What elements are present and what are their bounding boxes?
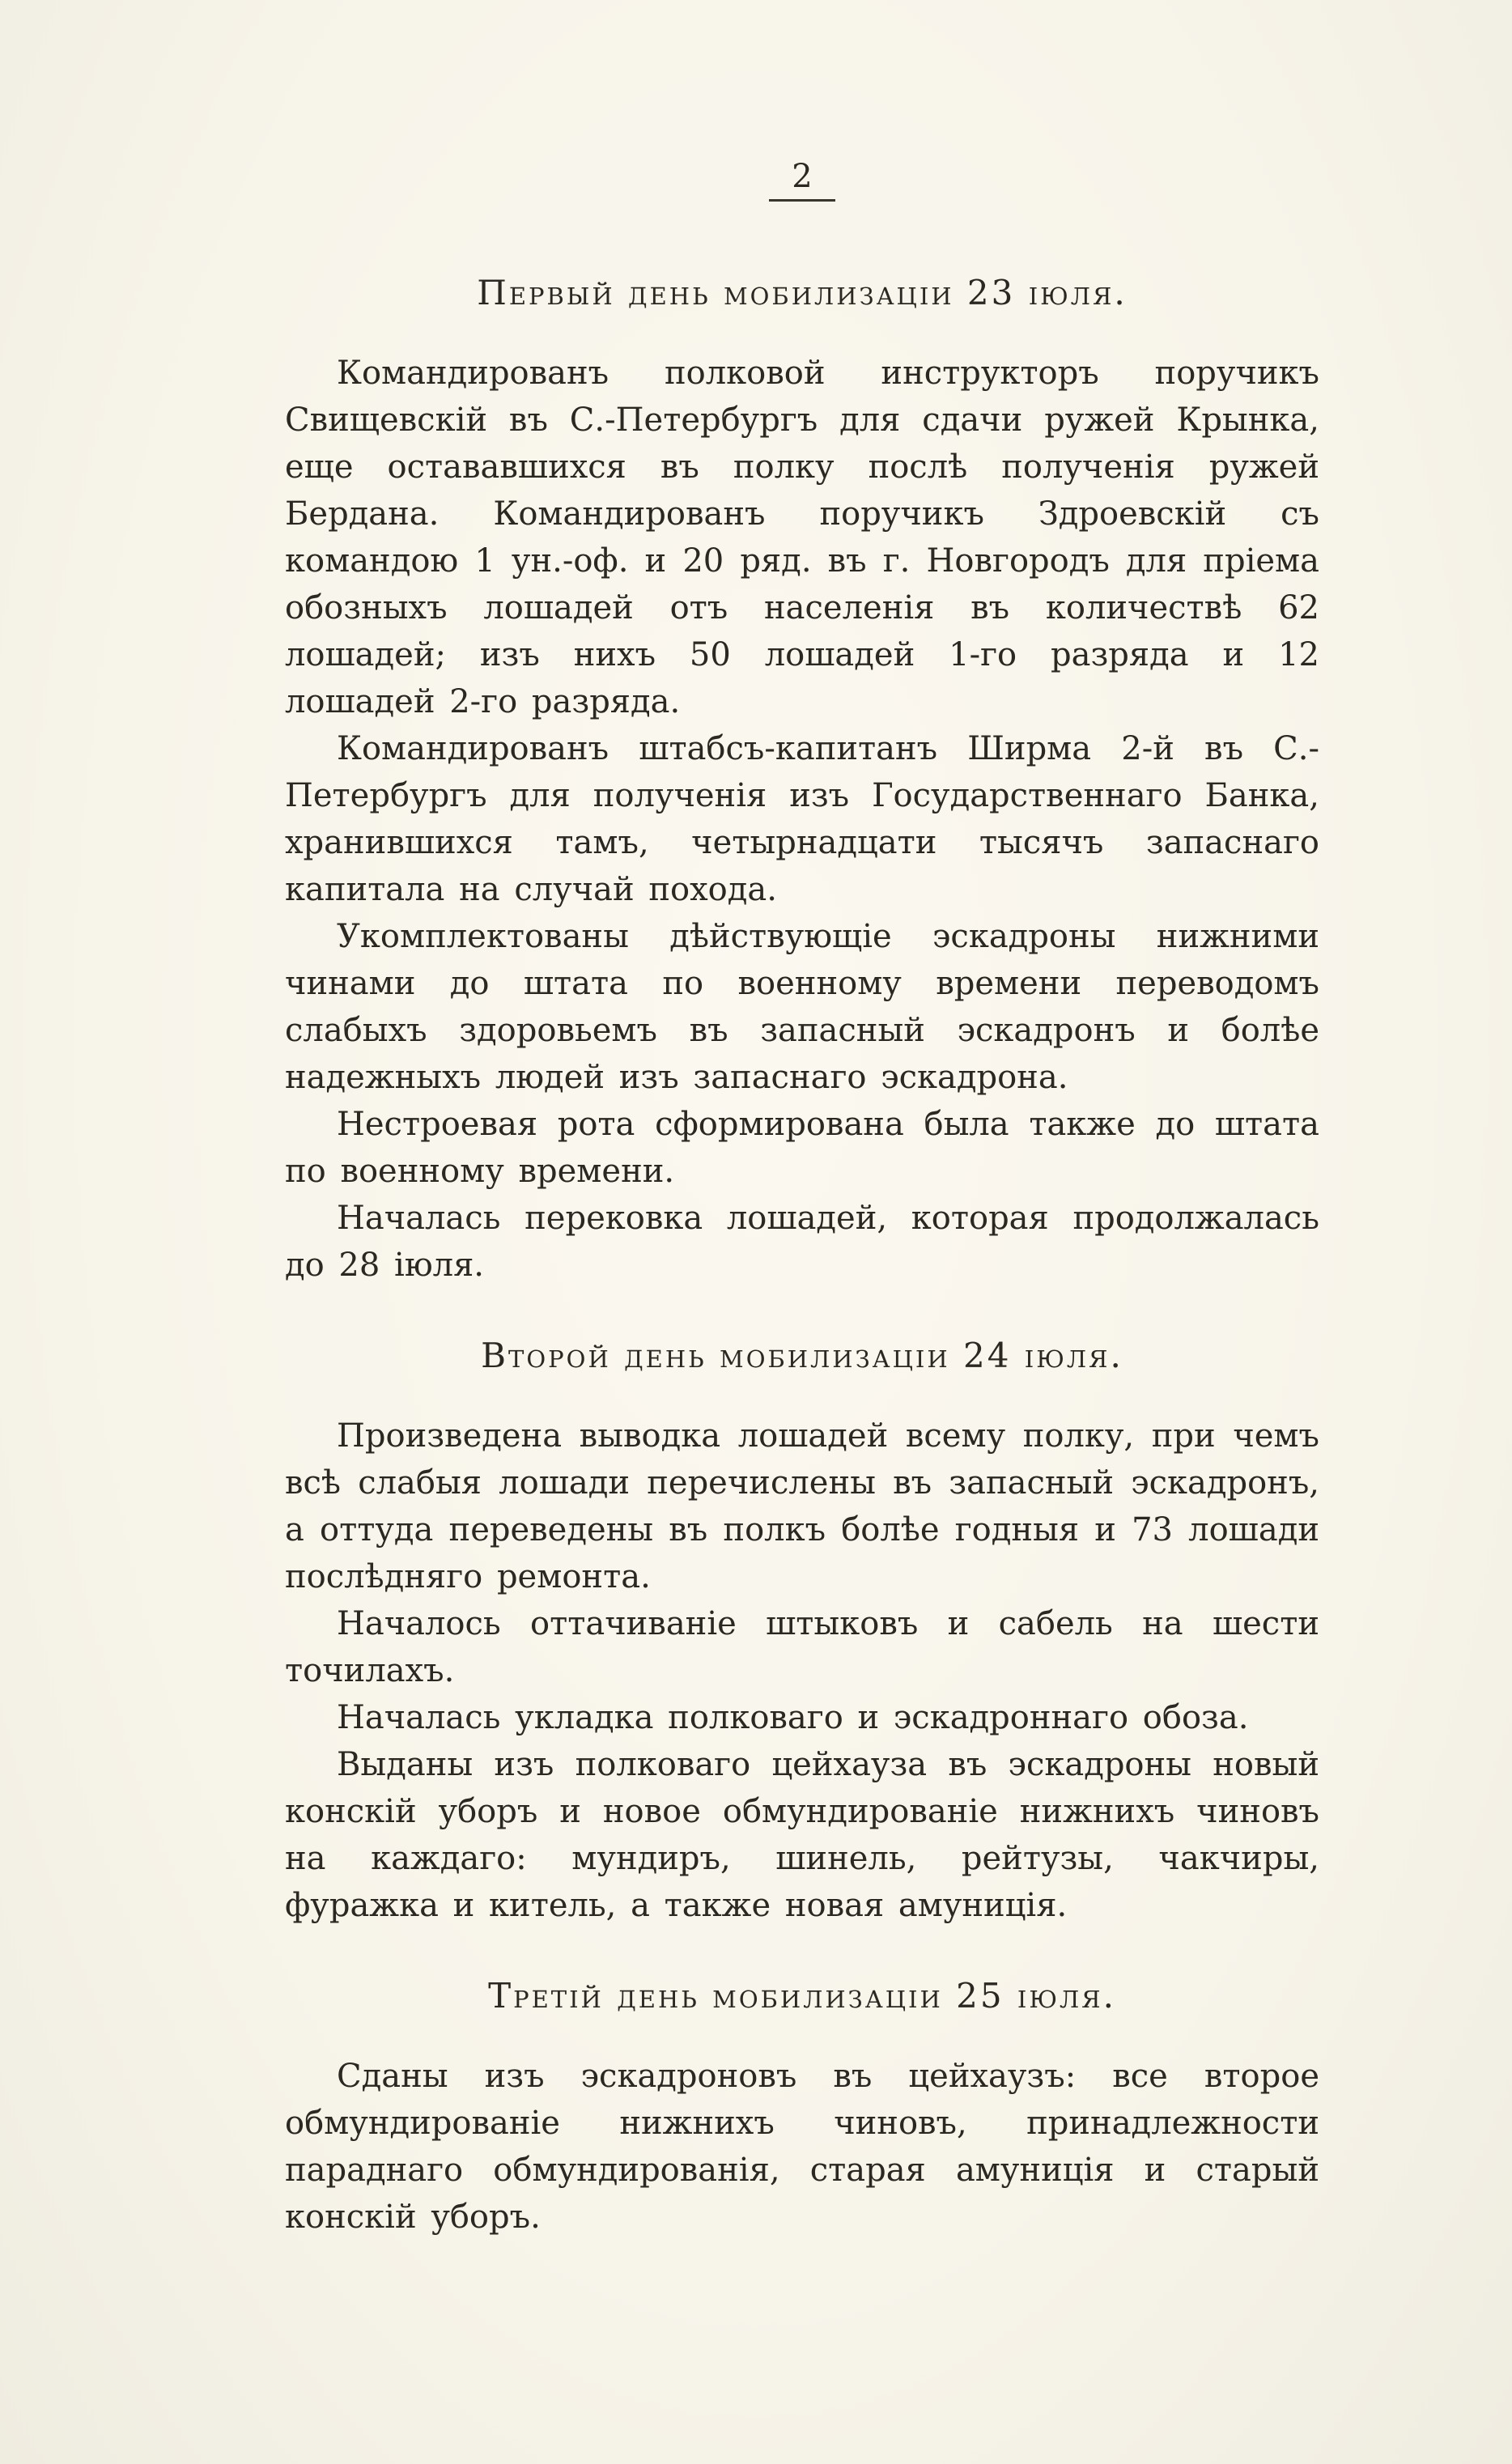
- paragraph: Командированъ штабсъ-капитанъ Ширма 2-й въ С.-Петербургъ для полученія изъ Государственнаго Банка, хранившихся тамъ, четырнадцати тысячъ запаснаго капитала на случай похода.: [285, 730, 1319, 908]
- paragraph: Началось оттачиваніе штыковъ и сабель на шести точилахъ.: [285, 1605, 1319, 1689]
- section-mobilization-day-2: [285, 1336, 1319, 1929]
- page-number-wrap: [285, 159, 1319, 202]
- paragraph: Командированъ полковой инструкторъ поручикъ Свищевскій въ С.-Петербургъ для сдачи ружей Крынка, еще остававшихся въ полку послѣ полученія ружей Бердана. Командированъ поручикъ Здроевскій съ командою 1 ун.-оф. и 20 ряд. въ г. Новгородъ для пріема обозныхъ лошадей отъ населенія въ количествѣ 62 лошадей; изъ нихъ 50 лошадей 1-го разряда и 12 лошадей 2-го разряда.: [285, 355, 1319, 720]
- section-mobilization-day-1: [285, 273, 1319, 1289]
- paragraph: Выданы изъ полковаго цейхауза въ эскадроны новый конскій уборъ и новое обмундированіе нижнихъ чиновъ на каждаго: мундиръ, шинель, рейтузы, чакчиры, фуражка и китель, а также новая амуниція.: [285, 1746, 1319, 1924]
- paragraph: Началась перековка лошадей, которая продолжалась до 28 іюля.: [285, 1200, 1319, 1284]
- page-number: 2: [769, 159, 835, 202]
- paragraph: Началась укладка полковаго и эскадроннаго обоза.: [337, 1699, 1249, 1736]
- section-heading: Первый день мобилизаціи 23 іюля.: [477, 273, 1128, 312]
- paragraph: Произведена выводка лошадей всему полку, при чемъ всѣ слабыя лошади перечислены въ запасный эскадронъ, а оттуда переведены въ полкъ болѣе годныя и 73 лошади послѣдняго ремонта.: [285, 1417, 1319, 1595]
- text-block: [285, 159, 1319, 2241]
- section-heading: Второй день мобилизаціи 24 іюля.: [481, 1336, 1123, 1375]
- section-heading: Третій день мобилизаціи 25 іюля.: [488, 1976, 1116, 2016]
- section-mobilization-day-3: [285, 1976, 1319, 2241]
- paragraph: Укомплектованы дѣйствующіе эскадроны нижними чинами до штата по военному времени переводомъ слабыхъ здоровьемъ въ запасный эскадронъ и болѣе надежныхъ людей изъ запаснаго эскадрона.: [285, 918, 1319, 1096]
- paragraph: Нестроевая рота сформирована была также до штата по военному времени.: [285, 1106, 1319, 1190]
- paragraph: Сданы изъ эскадроновъ въ цейхаузъ: все второе обмундированіе нижнихъ чиновъ, принадлежности параднаго обмундированія, старая амуниція и старый конскій уборъ.: [285, 2058, 1319, 2236]
